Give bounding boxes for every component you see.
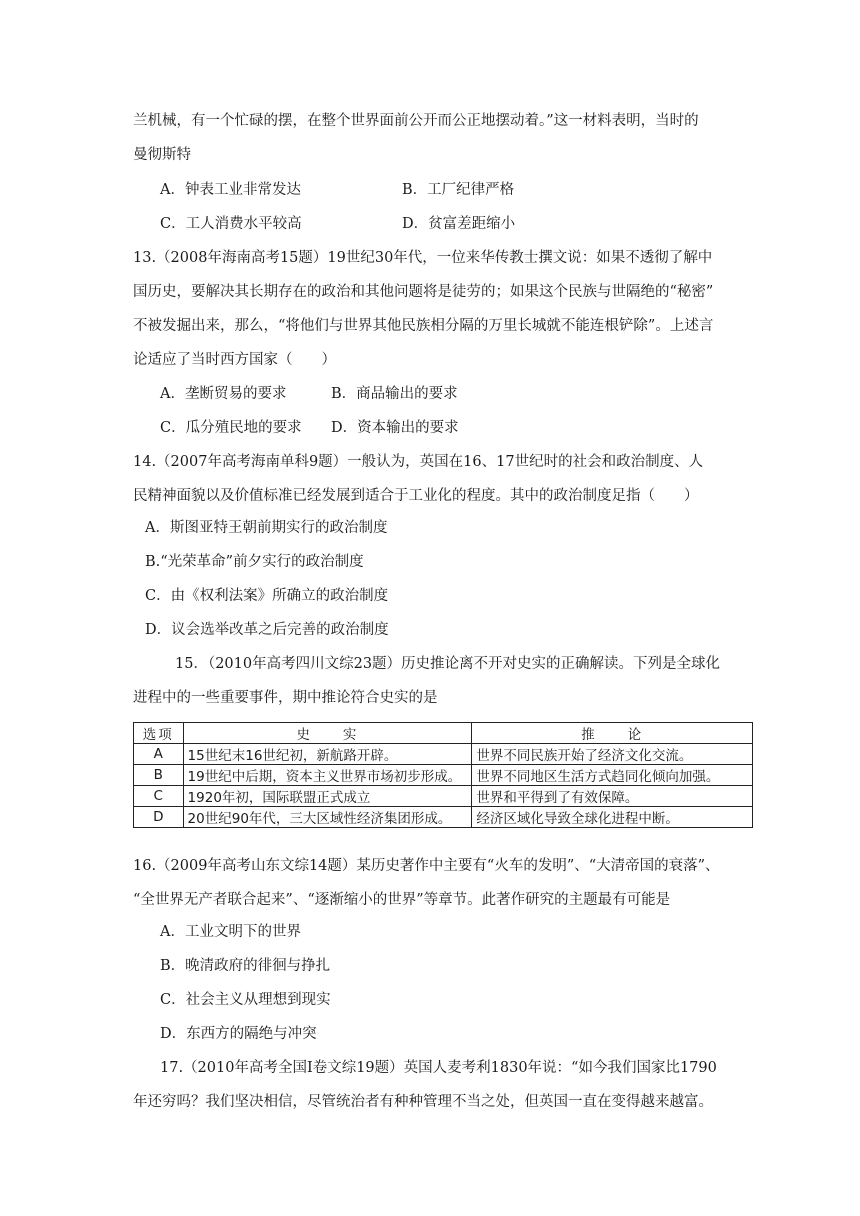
table-cell-fact: 1920年初，国际联盟正式成立 (183, 786, 472, 807)
q14-line-2: 民精神面貌以及价值标准已经发展到适合于工业化的程度。其中的政治制度足指（ ） (133, 488, 699, 504)
table-header-row (134, 723, 753, 744)
table-cell-inference: 世界不同民族开始了经济文化交流。 (472, 744, 753, 765)
table-row (134, 786, 753, 807)
table-cell-fact: 15世纪末16世纪初，新航路开辟。 (183, 744, 472, 765)
table-row (134, 765, 753, 786)
q15-line-1: 15．（2010年高考四川文综23题）历史推论离不开对史实的正确解读。下列是全球化 (175, 656, 721, 672)
q16-line-2: “全世界无产者联合起来”、“逐渐缩小的世界”等章节。此著作研究的主题最有可能是 (133, 892, 671, 908)
q14-option-b: B.“光荣革命”前夕实行的政治制度 (145, 554, 364, 570)
table-cell-inference: 世界不同地区生活方式趋同化倾向加强。 (472, 765, 753, 786)
q12-option-a: A．钟表工业非常发达 (160, 182, 301, 198)
table-cell-fact: 19世纪中后期，资本主义世界市场初步形成。 (183, 765, 472, 786)
table-cell-option: A (134, 744, 184, 765)
table-header-fact: 史 实 (183, 723, 472, 744)
q16-line-1: 16.（2009年高考山东文综14题）某历史著作中主要有“火车的发明”、“大清帝国的衰落”、 (133, 858, 720, 874)
q15-line-2: 进程中的一些重要事件，期中推论符合史实的是 (133, 690, 438, 706)
table-cell-fact: 20世纪90年代，三大区域性经济集团形成。 (183, 807, 472, 828)
table-cell-inference: 世界和平得到了有效保障。 (472, 786, 753, 807)
q13-option-b: B．商品输出的要求 (331, 386, 458, 402)
q16-option-b: B．晚清政府的徘徊与挣扎 (160, 958, 331, 974)
q14-option-a: A．斯图亚特王朝前期实行的政治制度 (145, 520, 388, 536)
q13-line-4: 论适应了当时西方国家（ ） (133, 352, 336, 368)
q16-option-c: C．社会主义从理想到现实 (160, 992, 331, 1008)
q14-option-d: D．议会选举改革之后完善的政治制度 (145, 622, 389, 638)
q12-line-1: 兰机械，有一个忙碌的摆，在整个世界面前公开而公正地摆动着。”这一材料表明，当时的 (133, 113, 699, 129)
table-row (134, 744, 753, 765)
q13-line-2: 国历史，要解决其长期存在的政治和其他问题将是徒劳的；如果这个民族与世隔绝的“秘密” (133, 284, 714, 300)
q12-option-d: D．贫富差距缩小 (402, 216, 516, 232)
q17-line-1: 17.（2010年高考全国Ⅰ卷文综19题）英国人麦考利1830年说：“如今我们国家比1790 (160, 1060, 717, 1076)
history-table (133, 722, 753, 828)
table-header-inference: 推 论 (472, 723, 753, 744)
q14-line-1: 14.（2007年高考海南单科9题）一般认为，英国在16、17世纪时的社会和政治制度、人 (133, 454, 704, 470)
q14-option-c: C．由《权利法案》所确立的政治制度 (145, 588, 389, 604)
q13-line-3: 不被发掘出来，那么，“将他们与世界其他民族相分隔的万里长城就不能连根铲除”。上述言 (133, 318, 714, 334)
q16-option-d: D．东西方的隔绝与冲突 (160, 1026, 317, 1042)
table-cell-option: C (134, 786, 184, 807)
table-cell-inference: 经济区域化导致全球化进程中断。 (472, 807, 753, 828)
q12-option-b: B．工厂纪律严格 (402, 182, 515, 198)
q13-option-a: A．垄断贸易的要求 (160, 386, 287, 402)
q13-line-1: 13.（2008年海南高考15题）19世纪30年代，一位来华传教士撰文说：如果不透彻了解中 (133, 250, 713, 266)
q17-line-2: 年还穷吗？我们坚决相信，尽管统治者有种种管理不当之处，但英国一直在变得越来越富。 (133, 1094, 713, 1110)
q13-option-d: D．资本输出的要求 (331, 420, 459, 436)
table-cell-option: B (134, 765, 184, 786)
q12-option-c: C．工人消费水平较高 (160, 216, 302, 232)
table-header-option: 选项 (134, 723, 184, 744)
table-cell-option: D (134, 807, 184, 828)
q16-option-a: A．工业文明下的世界 (160, 924, 301, 940)
q12-line-2: 曼彻斯特 (133, 147, 191, 163)
table-row (134, 807, 753, 828)
q13-option-c: C．瓜分殖民地的要求 (160, 420, 302, 436)
